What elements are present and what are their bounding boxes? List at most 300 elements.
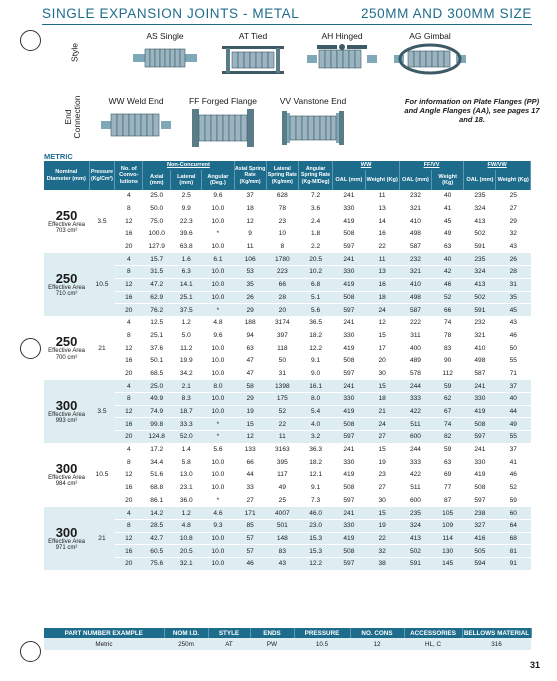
table-cell: 591 (399, 557, 431, 570)
table-cell: 106 (234, 253, 266, 266)
table-cell: 2.4 (298, 215, 332, 228)
col-ff-oal: OAL (mm) (399, 170, 431, 190)
table-cell: 59 (432, 443, 464, 456)
table-cell: 422 (399, 405, 431, 418)
diameter-cell (44, 190, 89, 253)
table-cell: * (202, 304, 234, 317)
table-row (44, 291, 531, 304)
table-cell: 66 (432, 304, 464, 317)
bellows-tied-icon (220, 43, 286, 77)
binder-hole-middle (20, 338, 41, 359)
table-cell: 99.8 (143, 418, 171, 431)
table-cell: 8.0 (202, 380, 234, 393)
table-cell: 18 (365, 291, 399, 304)
table-cell: 10.0 (202, 266, 234, 279)
table-cell: 330 (464, 393, 496, 406)
table-cell: 12 (234, 431, 266, 444)
table-cell: 321 (464, 329, 496, 342)
table-cell: 43 (496, 240, 531, 253)
diameter-cell (44, 443, 89, 506)
diameter-value: 300 (55, 397, 78, 413)
table-cell: 5.4 (298, 405, 332, 418)
table-cell: 47 (234, 367, 266, 380)
table-cell: 8 (115, 202, 143, 215)
table-cell: 12 (115, 532, 143, 545)
table-cell: 9.1 (298, 481, 332, 494)
table-cell: 37.6 (143, 342, 171, 355)
foot-header-part: PART NUMBER EXAMPLE (44, 628, 164, 638)
table-cell: 397 (266, 329, 298, 342)
effective-area-value: 984 cm² (55, 481, 78, 488)
table-cell: 13 (365, 266, 399, 279)
table-cell: 20 (115, 304, 143, 317)
weld-end-icon (101, 109, 171, 141)
end-vv-label: VV Vanstone End (279, 96, 347, 106)
table-cell: 75.6 (143, 557, 171, 570)
foot-value-nomid: 250m (164, 638, 208, 650)
table-cell: 223 (266, 266, 298, 279)
table-cell: 43 (496, 316, 531, 329)
table-cell: 10.0 (202, 469, 234, 482)
table-cell: 12 (115, 342, 143, 355)
table-cell: 10.0 (202, 240, 234, 253)
table-cell: 148 (266, 532, 298, 545)
table-cell: 10.0 (202, 545, 234, 558)
style-ag-label: AG Gimbal (409, 31, 451, 41)
table-cell: 59 (432, 380, 464, 393)
col-ww: WW (333, 161, 400, 170)
table-cell: 20 (115, 557, 143, 570)
table-cell: 60 (496, 507, 531, 520)
table-cell: 90 (432, 354, 464, 367)
table-cell: 74 (432, 316, 464, 329)
table-cell: 36.5 (298, 316, 332, 329)
table-cell: 25.1 (143, 329, 171, 342)
flange-info-note: For information on Plate Flanges (PP) and Angle Flanges (AA), see pages 17 and 18. (404, 97, 540, 124)
table-cell: 67 (432, 405, 464, 418)
table-cell: 3.6 (298, 202, 332, 215)
table-row (44, 519, 531, 532)
table-cell: 46 (432, 278, 464, 291)
table-cell: 410 (399, 278, 431, 291)
table-cell: 505 (464, 545, 496, 558)
effective-area-value: 971 cm² (55, 544, 78, 551)
table-cell: 11 (365, 190, 399, 202)
end-ww-weld (96, 96, 176, 141)
table-cell: 18.2 (298, 329, 332, 342)
table-cell: 49.9 (143, 393, 171, 406)
table-cell: 12 (115, 469, 143, 482)
table-cell: 327 (464, 519, 496, 532)
pressure-cell: 10.5 (89, 253, 115, 316)
table-cell: 15 (365, 329, 399, 342)
col-lateral: Lateral (mm) (171, 170, 202, 190)
table-row (44, 190, 531, 202)
table-cell: 71 (496, 367, 531, 380)
table-cell: 15.3 (298, 532, 332, 545)
table-cell: 7.3 (298, 494, 332, 507)
table-cell: 597 (333, 240, 365, 253)
table-cell: 2.1 (171, 380, 202, 393)
table-cell: * (202, 431, 234, 444)
table-cell: 508 (333, 291, 365, 304)
table-cell: 14.2 (143, 507, 171, 520)
table-cell: 10.0 (202, 342, 234, 355)
table-cell: 35 (496, 291, 531, 304)
table-row (44, 253, 531, 266)
table-cell: 64 (496, 519, 531, 532)
table-cell: 20 (266, 304, 298, 317)
table-cell: 410 (399, 215, 431, 228)
table-cell: 10 (266, 228, 298, 241)
table-cell: 6.3 (171, 266, 202, 279)
table-cell: 419 (333, 532, 365, 545)
table-cell: 324 (464, 202, 496, 215)
table-cell: 19 (365, 519, 399, 532)
table-cell: 27 (365, 431, 399, 444)
table-cell: 10.0 (202, 354, 234, 367)
table-cell: 4 (115, 253, 143, 266)
table-cell: 600 (399, 494, 431, 507)
bellows-single-icon (133, 43, 197, 73)
table-cell: 58 (234, 380, 266, 393)
table-row (44, 240, 531, 253)
col-ww-weight: Weight (Kg) (365, 170, 399, 190)
table-cell: * (202, 228, 234, 241)
table-cell: 42.7 (143, 532, 171, 545)
table-cell: 18 (365, 393, 399, 406)
table-cell: 52 (432, 291, 464, 304)
table-cell: 12.5 (143, 316, 171, 329)
table-cell: 27 (365, 481, 399, 494)
table-cell: 17 (365, 342, 399, 355)
table-cell: 30 (365, 494, 399, 507)
table-cell: 91 (496, 557, 531, 570)
table-cell: 5.0 (171, 329, 202, 342)
table-cell: 53 (234, 266, 266, 279)
table-cell: 86.1 (143, 494, 171, 507)
vanstone-end-icon (282, 109, 344, 147)
table-cell: 16 (365, 228, 399, 241)
table-cell: 1398 (266, 380, 298, 393)
table-cell: 40 (432, 190, 464, 202)
col-fw-oal: OAL (mm) (464, 170, 496, 190)
table-cell: 46 (496, 469, 531, 482)
table-cell: 10.0 (202, 557, 234, 570)
table-cell: 25.0 (143, 380, 171, 393)
table-cell: 13.0 (171, 469, 202, 482)
col-convolutions: No. of Convo-lutions (115, 161, 143, 190)
table-cell: 55 (496, 431, 531, 444)
table-cell: 9 (234, 228, 266, 241)
table-cell: 34.4 (143, 456, 171, 469)
foot-header-accessories: ACCESSORIES (404, 628, 462, 638)
table-cell: 20 (115, 431, 143, 444)
table-cell: 241 (333, 507, 365, 520)
table-cell: 419 (333, 278, 365, 291)
table-cell: 4 (115, 380, 143, 393)
table-cell: 85 (234, 519, 266, 532)
table-cell: 410 (464, 342, 496, 355)
table-cell: 508 (333, 418, 365, 431)
table-cell: 36.0 (171, 494, 202, 507)
style-side-label: Style (69, 43, 80, 62)
table-cell: 10.8 (171, 532, 202, 545)
table-cell: 36.3 (298, 443, 332, 456)
table-cell: 50 (266, 354, 298, 367)
table-cell: 330 (333, 202, 365, 215)
table-cell: 508 (333, 228, 365, 241)
table-cell: 578 (399, 367, 431, 380)
table-cell: 8 (115, 266, 143, 279)
table-cell: 241 (333, 253, 365, 266)
table-cell: 8 (115, 519, 143, 532)
table-cell: 9.3 (202, 519, 234, 532)
table-row (44, 393, 531, 406)
col-angular-spring: Angular Spring Rate (Kg-M/Deg) (298, 161, 332, 190)
table-cell: 62.9 (143, 291, 171, 304)
table-cell: 37 (496, 380, 531, 393)
table-cell: 597 (464, 494, 496, 507)
page-title (42, 6, 532, 21)
table-cell: 112 (432, 367, 464, 380)
table-row (44, 304, 531, 317)
table-cell: 413 (399, 532, 431, 545)
table-cell: 42 (432, 266, 464, 279)
col-non-concurrent: Non-Concurrent (143, 161, 234, 170)
table-cell: 74.9 (143, 405, 171, 418)
table-cell: 109 (432, 519, 464, 532)
table-cell: 235 (464, 253, 496, 266)
table-row (44, 443, 531, 456)
table-cell: 81 (496, 545, 531, 558)
table-cell: 8 (266, 240, 298, 253)
table-cell: 30 (365, 367, 399, 380)
table-cell: 83 (432, 342, 464, 355)
page-number: 31 (530, 660, 541, 670)
table-cell: 114 (432, 532, 464, 545)
table-cell: 4007 (266, 507, 298, 520)
table-cell: 66 (234, 456, 266, 469)
table-cell: 591 (464, 304, 496, 317)
table-cell: 15.7 (143, 253, 171, 266)
table-cell: 419 (464, 405, 496, 418)
table-cell: 19 (234, 405, 266, 418)
table-cell: 10.0 (202, 202, 234, 215)
table-cell: 16 (115, 354, 143, 367)
table-cell: 8.0 (298, 393, 332, 406)
table-cell: 38 (365, 557, 399, 570)
table-cell: 511 (399, 481, 431, 494)
table-cell: 4 (115, 316, 143, 329)
table-cell: 311 (399, 329, 431, 342)
table-cell: 15 (365, 380, 399, 393)
table-cell: 133 (234, 443, 266, 456)
table-row (44, 215, 531, 228)
table-cell: 20.5 (298, 253, 332, 266)
table-cell: 17.2 (143, 443, 171, 456)
end-ff-forged-flange (180, 96, 266, 147)
table-cell: 23.0 (298, 519, 332, 532)
effective-area-label: Effective Area (48, 348, 85, 355)
diameter-cell (44, 380, 89, 443)
foot-value-pressure: 10.5 (294, 638, 350, 650)
table-cell: 27 (234, 494, 266, 507)
table-cell: 419 (464, 469, 496, 482)
table-cell: 1.2 (171, 316, 202, 329)
table-cell: 52 (496, 481, 531, 494)
diameter-cell (44, 253, 89, 316)
table-body (44, 190, 531, 570)
table-cell: 587 (399, 240, 431, 253)
specification-table (44, 161, 531, 571)
table-row (44, 507, 531, 520)
table-cell: 591 (464, 240, 496, 253)
table-cell: 32.1 (171, 557, 202, 570)
table-row (44, 405, 531, 418)
diameter-cell (44, 316, 89, 379)
table-cell: 321 (399, 266, 431, 279)
title-right: 250MM AND 300MM SIZE (360, 6, 532, 21)
table-cell: 124.8 (143, 431, 171, 444)
table-cell: 63.8 (171, 240, 202, 253)
table-row (44, 354, 531, 367)
table-cell: 23.1 (171, 481, 202, 494)
foot-value-ends: PW (250, 638, 294, 650)
table-cell: 63 (432, 456, 464, 469)
table-cell: 498 (399, 291, 431, 304)
table-cell: 45 (496, 304, 531, 317)
table-row (44, 266, 531, 279)
end-connection-side-label (64, 94, 82, 140)
table-cell: 50.0 (143, 202, 171, 215)
table-cell: 49 (432, 228, 464, 241)
table-cell: 508 (333, 481, 365, 494)
table-cell: 419 (333, 215, 365, 228)
table-cell: 1.6 (171, 253, 202, 266)
table-cell: 419 (333, 342, 365, 355)
table-cell: 27 (496, 202, 531, 215)
table-cell: 9.9 (171, 202, 202, 215)
effective-area-value: 700 cm² (55, 354, 78, 361)
table-cell: 333 (399, 456, 431, 469)
table-cell: 47.2 (143, 278, 171, 291)
table-cell: 41 (496, 456, 531, 469)
table-cell: 31.5 (143, 266, 171, 279)
table-cell: 31 (496, 278, 531, 291)
table-cell: 28 (496, 266, 531, 279)
table-cell: 232 (399, 253, 431, 266)
style-ag-gimbal (392, 31, 468, 75)
table-row (44, 278, 531, 291)
effective-area-label: Effective Area (48, 284, 85, 291)
table-cell: 238 (464, 507, 496, 520)
table-cell: 4.0 (298, 418, 332, 431)
diameter-value: 300 (55, 461, 78, 477)
table-cell: 22 (266, 418, 298, 431)
table-cell: 4 (115, 443, 143, 456)
effective-area-label: Effective Area (48, 411, 85, 418)
table-cell: 68.8 (143, 481, 171, 494)
col-pressure: Pressure (Kg/Cm²) (89, 161, 115, 190)
table-cell: 11 (234, 240, 266, 253)
table-cell: 33.3 (171, 418, 202, 431)
table-cell: 4.8 (202, 316, 234, 329)
table-cell: 330 (333, 393, 365, 406)
table-cell: 77 (432, 481, 464, 494)
table-cell: 49 (496, 418, 531, 431)
end-ff-label: FF Forged Flange (188, 96, 258, 106)
table-cell: 330 (333, 456, 365, 469)
table-cell: 5.1 (298, 291, 332, 304)
table-cell: 44 (496, 405, 531, 418)
table-cell: 18 (234, 202, 266, 215)
table-cell: 587 (399, 304, 431, 317)
pressure-cell: 3.5 (89, 190, 115, 253)
table-cell: 37.5 (171, 304, 202, 317)
table-cell: 241 (333, 190, 365, 202)
table-cell: 587 (464, 367, 496, 380)
table-cell: 501 (266, 519, 298, 532)
foot-value-bellows: 316 (462, 638, 531, 650)
effective-area-label: Effective Area (48, 538, 85, 545)
foot-header-nocons: NO. CONS (350, 628, 404, 638)
table-cell: 324 (464, 266, 496, 279)
table-cell: 127.9 (143, 240, 171, 253)
table-cell: 39.6 (171, 228, 202, 241)
pressure-cell: 3.5 (89, 380, 115, 443)
foot-value-style: AT (208, 638, 250, 650)
diameter-value: 250 (55, 334, 78, 350)
table-cell: 1.8 (298, 228, 332, 241)
table-cell: 597 (333, 494, 365, 507)
table-cell: 5.8 (171, 456, 202, 469)
diameter-value: 250 (55, 270, 78, 286)
table-cell: 8 (115, 456, 143, 469)
table-cell: 87 (432, 494, 464, 507)
foot-value-accessories: HL, C (404, 638, 462, 650)
table-cell: 4 (115, 190, 143, 202)
table-row (44, 481, 531, 494)
table-cell: 28.5 (143, 519, 171, 532)
col-ww-oal: OAL (mm) (333, 170, 365, 190)
table-cell: 50 (496, 342, 531, 355)
table-cell: 50.1 (143, 354, 171, 367)
table-cell: 20 (115, 240, 143, 253)
table-cell: * (202, 494, 234, 507)
table-cell: 594 (464, 557, 496, 570)
col-axial: Axial (mm) (143, 170, 171, 190)
table-cell: 12 (115, 405, 143, 418)
table-cell: 43 (266, 557, 298, 570)
table-cell: 8.3 (171, 393, 202, 406)
table-cell: 62 (432, 393, 464, 406)
table-row (44, 557, 531, 570)
table-cell: 419 (333, 469, 365, 482)
table-cell: 12.1 (298, 469, 332, 482)
effective-area-value: 993 cm² (55, 418, 78, 425)
binder-hole-bottom (20, 641, 41, 662)
table-cell: 3174 (266, 316, 298, 329)
table-cell: 330 (333, 519, 365, 532)
style-ah-label: AH Hinged (321, 31, 363, 41)
table-cell: 18.7 (171, 405, 202, 418)
table-cell: 10.0 (202, 215, 234, 228)
table-row (44, 367, 531, 380)
end-vv-vanstone (268, 96, 358, 147)
table-cell: 10.0 (202, 456, 234, 469)
foot-header-pressure: PRESSURE (294, 628, 350, 638)
